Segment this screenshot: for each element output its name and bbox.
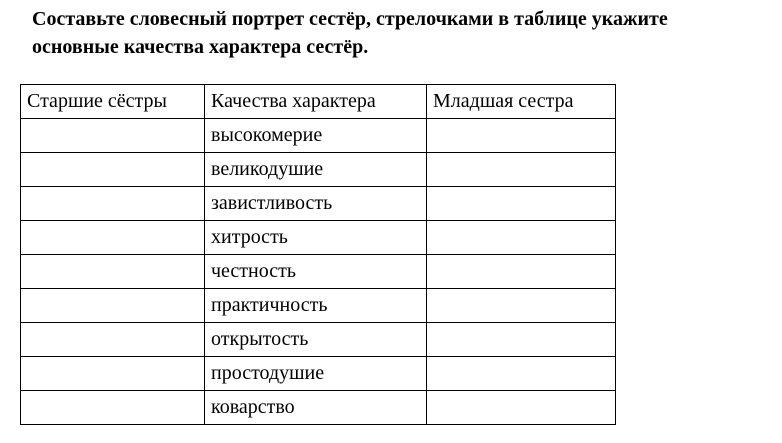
older-sisters-cell[interactable] <box>21 187 205 221</box>
younger-sister-cell[interactable] <box>427 289 616 323</box>
quality-cell: завистливость <box>205 187 427 221</box>
quality-cell: хитрость <box>205 221 427 255</box>
table-row <box>21 221 616 255</box>
table-row <box>21 187 616 221</box>
younger-sister-cell[interactable] <box>427 357 616 391</box>
younger-sister-cell[interactable] <box>427 323 616 357</box>
older-sisters-cell[interactable] <box>21 153 205 187</box>
quality-cell: открытость <box>205 323 427 357</box>
younger-sister-cell[interactable] <box>427 255 616 289</box>
quality-cell: честность <box>205 255 427 289</box>
header-older-sisters: Старшие сёстры <box>21 85 205 119</box>
older-sisters-cell[interactable] <box>21 357 205 391</box>
older-sisters-cell[interactable] <box>21 119 205 153</box>
younger-sister-cell[interactable] <box>427 187 616 221</box>
younger-sister-cell[interactable] <box>427 119 616 153</box>
older-sisters-cell[interactable] <box>21 221 205 255</box>
table-row <box>21 357 616 391</box>
quality-cell: коварство <box>205 391 427 425</box>
header-younger-sister: Младшая сестра <box>427 85 616 119</box>
task-instruction <box>32 5 780 61</box>
quality-cell: простодушие <box>205 357 427 391</box>
younger-sister-cell[interactable] <box>427 391 616 425</box>
older-sisters-cell[interactable] <box>21 391 205 425</box>
older-sisters-cell[interactable] <box>21 323 205 357</box>
table-row <box>21 289 616 323</box>
older-sisters-cell[interactable] <box>21 289 205 323</box>
table-row <box>21 153 616 187</box>
table-row <box>21 323 616 357</box>
younger-sister-cell[interactable] <box>427 221 616 255</box>
younger-sister-cell[interactable] <box>427 153 616 187</box>
table-row <box>21 119 616 153</box>
table-header-row <box>21 85 616 119</box>
table-row <box>21 255 616 289</box>
instruction-line-2: основные качества характера сестёр. <box>32 36 369 58</box>
sisters-character-table <box>20 84 616 425</box>
quality-cell: высокомерие <box>205 119 427 153</box>
instruction-line-1: Составьте словесный портрет сестёр, стрелочками в таблице укажите <box>32 8 668 30</box>
older-sisters-cell[interactable] <box>21 255 205 289</box>
table-row <box>21 391 616 425</box>
quality-cell: великодушие <box>205 153 427 187</box>
quality-cell: практичность <box>205 289 427 323</box>
header-character-qualities: Качества характера <box>205 85 427 119</box>
